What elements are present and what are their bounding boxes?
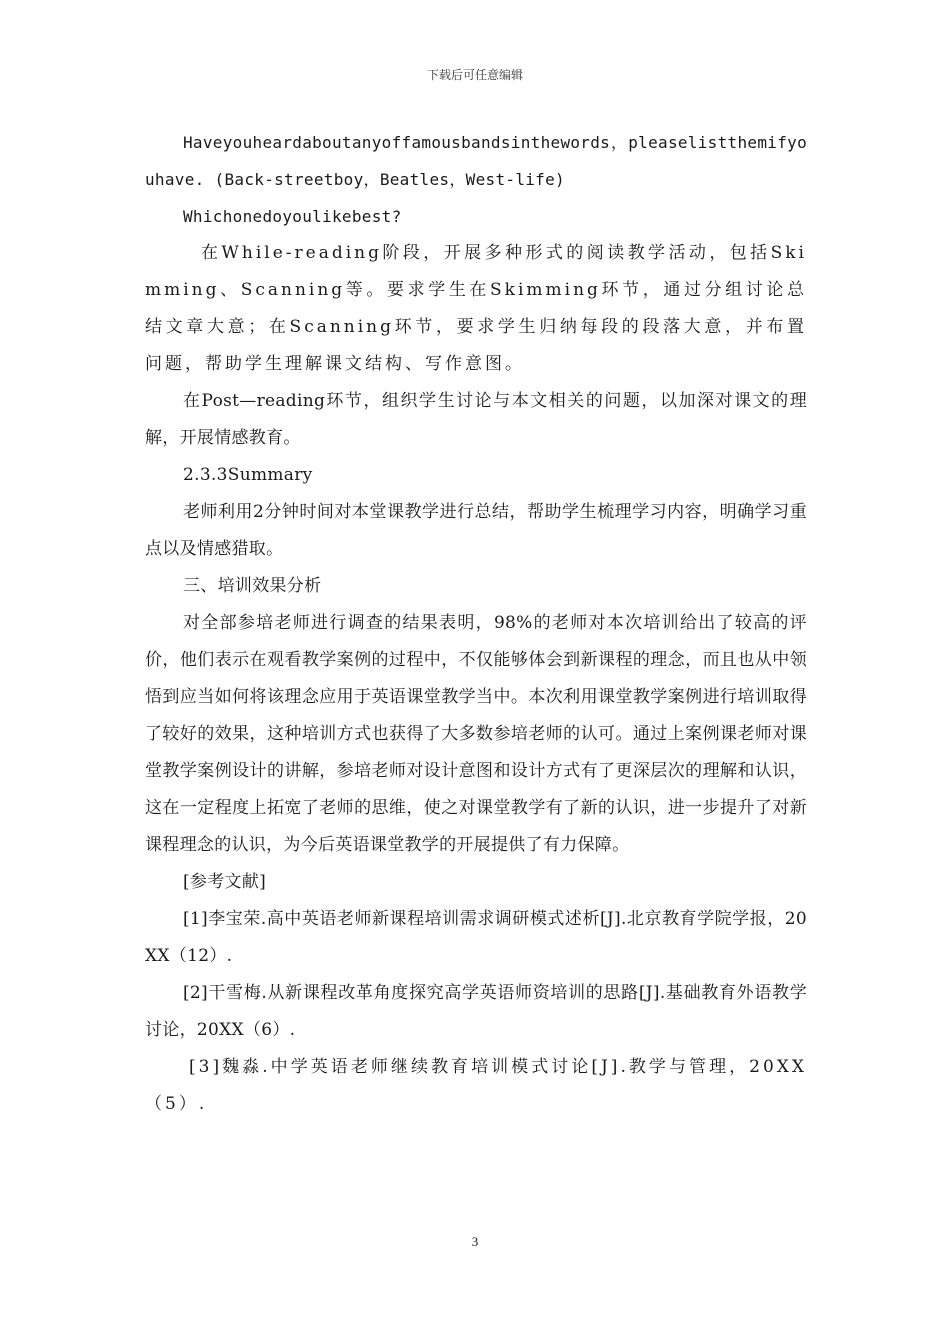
document-body [145,124,807,1123]
paragraph-summary: 老师利用2分钟时间对本堂课教学进行总结，帮助学生梳理学习内容，明确学习重点以及情感猎取。 [145,502,807,559]
reference-item: [3]魏淼.中学英语老师继续教育培训模式讨论[J].教学与管理，20XX（5）. [145,1057,807,1114]
paragraph-post-reading: 在Post—reading环节，组织学生讨论与本文相关的问题，以加深对课文的理解，开展情感教育。 [145,391,807,448]
references-heading: [参考文献] [183,872,267,892]
paragraph-question-favorite: Whichonedoyoulikebest? [183,207,402,226]
paragraph-while-reading: 在While-reading阶段，开展多种形式的阅读教学活动，包括Skimming、Scanning等。要求学生在Skimming环节，通过分组讨论总结文章大意；在Scanning环节，要求学生归纳每段的段落大意，并布置问题，帮助学生理解课文结构、写作意图。 [145,243,807,374]
section-heading-summary: 2.3.3Summary [183,465,313,485]
reference-item: [1]李宝荣.高中英语老师新课程培训需求调研模式述析[J].北京教育学院学报，20XX（12）. [145,909,807,966]
reference-item: [2]干雪梅.从新课程改革角度探究高学英语师资培训的思路[J].基础教育外语教学讨论，20XX（6）. [145,983,807,1040]
section-heading-training-analysis: 三、培训效果分析 [183,576,322,596]
page-number: 3 [471,1234,479,1249]
paragraph-training-analysis: 对全部参培老师进行调查的结果表明，98%的老师对本次培训给出了较高的评价，他们表示在观看教学案例的过程中，不仅能够体会到新课程的理念，而且也从中领悟到应当如何将该理念应用于英语课堂教学当中。本次利用课堂教学案例进行培训取得了较好的效果，这种培训方式也获得了大多数参培老师的认可。通过上案例课老师对课堂教学案例设计的讲解，参培老师对设计意图和设计方式有了更深层次的理解和认识，这在一定程度上拓宽了老师的思维，使之对课堂教学有了新的认识，进一步提升了对新课程理念的认识，为今后英语课堂教学的开展提供了有力保障。 [145,613,807,855]
paragraph-question-bands: Haveyouheardaboutanyoffamousbandsinthewords，pleaselistthemifyouhave. (Back-streetboy，Beatles，West-life) [145,133,807,189]
page-header: 下载后可任意编辑 [426,68,523,82]
